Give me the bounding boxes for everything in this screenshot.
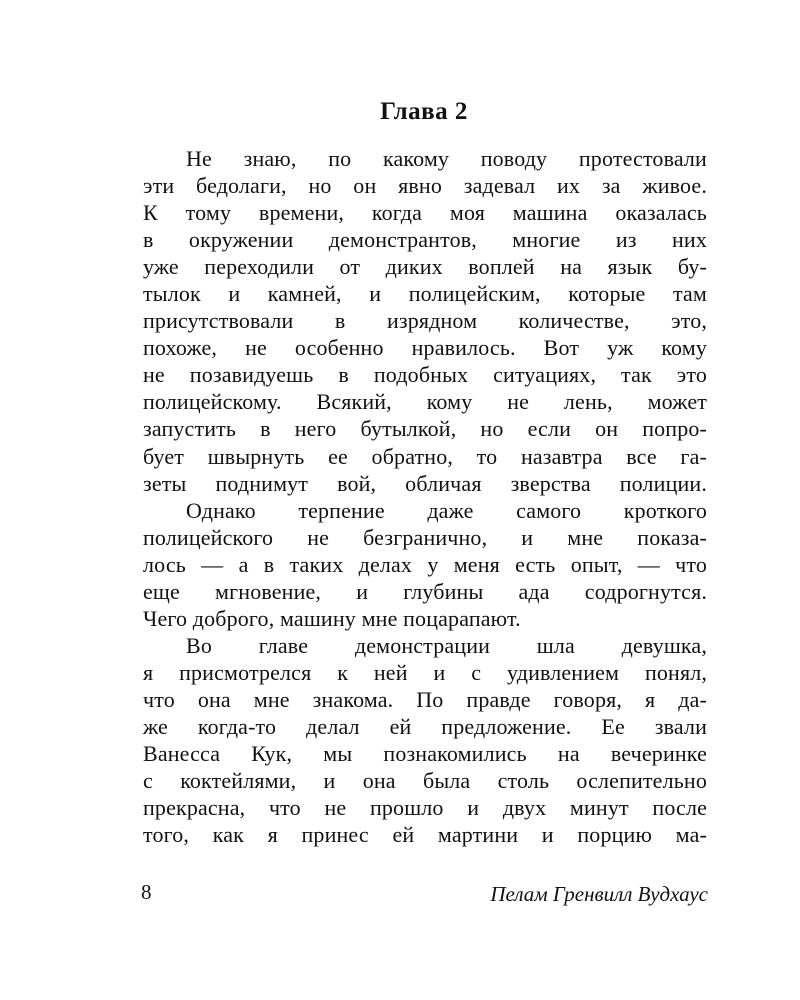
text-line: я присмотрелся к ней и с удивлением понял, xyxy=(143,659,707,685)
text-line: запустить в него бутылкой, но если он попро- xyxy=(143,416,707,442)
text-line: К тому времени, когда моя машина оказалась xyxy=(143,200,707,226)
text-line: присутствовали в изрядном количестве, это, xyxy=(143,308,707,334)
text-line: уже переходили от диких воплей на язык бу- xyxy=(143,254,707,280)
text-line: прекрасна, что не прошло и двух минут после xyxy=(143,795,707,821)
text-line: Ванесса Кук, мы познакомились на вечеринке xyxy=(143,741,707,767)
text-line: Не знаю, по какому поводу протестовали xyxy=(186,146,707,171)
text-line: того, как я принес ей мартини и порцию ма- xyxy=(143,822,707,848)
chapter-title: Глава 2 xyxy=(380,98,468,125)
text-line: зеты поднимут вой, обличая зверства полиции. xyxy=(143,470,707,496)
text-line: в окружении демонстрантов, многие из них xyxy=(143,227,707,253)
running-title: Пелам Гренвилл Вудхаус xyxy=(490,882,708,906)
text-line: тылок и камней, и полицейским, которые там xyxy=(143,281,707,307)
text-line: бует швырнуть ее обратно, то назавтра все га- xyxy=(143,443,707,469)
text-line: лось — а в таких делах у меня есть опыт, — что xyxy=(143,551,707,577)
text-line: же когда-то делал ей предложение. Ее звали xyxy=(143,713,707,739)
text-line: не позавидуешь в подобных ситуациях, так это xyxy=(143,362,707,388)
text-line: полицейского не безгранично, и мне показа- xyxy=(143,524,707,550)
text-line: Однако терпение даже самого кроткого xyxy=(186,497,707,523)
text-line: с коктейлями, и она была столь ослепительно xyxy=(143,768,707,794)
text-line: полицейскому. Всякий, кому не лень, может xyxy=(143,389,707,415)
text-line: еще мгновение, и глубины ада содрогнутся. xyxy=(143,578,707,604)
body-text xyxy=(143,145,707,848)
text-line: эти бедолаги, но он явно задевал их за живое. xyxy=(143,173,707,199)
page-number: 8 xyxy=(141,880,152,904)
text-line: что она мне знакома. По правде говоря, я да- xyxy=(143,686,707,712)
text-line: Во главе демонстрации шла девушка, xyxy=(186,632,707,658)
text-line: Чего доброго, машину мне поцарапают. xyxy=(143,605,521,631)
text-line: похоже, не особенно нравилось. Вот уж кому xyxy=(143,335,707,361)
